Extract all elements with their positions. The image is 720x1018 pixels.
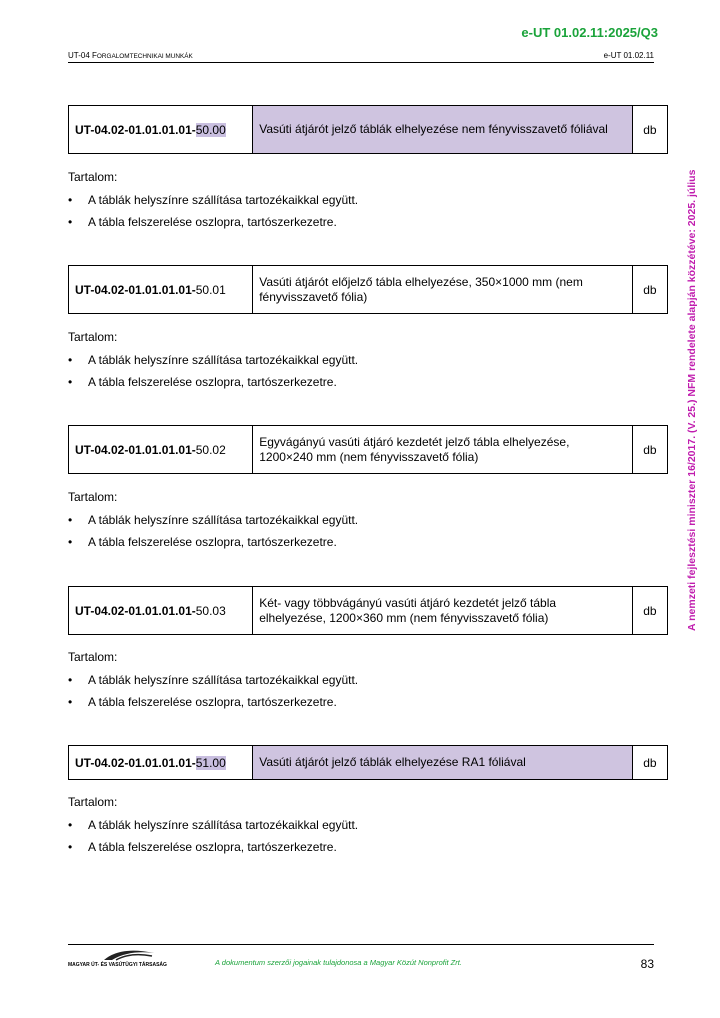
content-label: Tartalom: [68,330,118,344]
item-table [68,745,668,780]
item-content [68,170,358,237]
item-content [68,650,358,717]
header-section-smallcaps: ORGALOMTECHNIKAI MUNKÁK [96,53,193,60]
logo-text: MAGYAR ÚT- ÉS VASÚTÜGYI TÁRSASÁG [68,962,167,968]
item-content [68,330,358,397]
item-table [68,586,668,635]
list-item: • A tábla felszerelése oszlopra, tartószerkezetre. [68,535,358,549]
header-divider [68,62,654,63]
item-unit: db [632,266,667,314]
item-description: Vasúti átjárót előjelző tábla elhelyezése, 350×1000 mm (nem fényvisszavető fólia) [253,266,633,314]
item-code-prefix: UT-04.02-01.01.01.01- [75,442,196,457]
content-list [68,513,358,549]
item-table [68,265,668,314]
item-description: Két- vagy többvágányú vasúti átjáró kezdetét jelző tábla elhelyezése, 1200×360 mm (nem fényvisszavető fólia) [253,587,633,635]
item-code [69,587,253,635]
item-unit: db [632,587,667,635]
content-label: Tartalom: [68,650,118,664]
item-description: Egyvágányú vasúti átjáró kezdetét jelző tábla elhelyezése, 1200×240 mm (nem fényvisszavető fólia) [253,426,633,474]
item-unit: db [632,106,667,154]
item-content [68,795,358,862]
list-item: • A táblák helyszínre szállítása tartozékaikkal együtt. [68,353,358,367]
footer-divider [68,944,654,945]
list-item: • A táblák helyszínre szállítása tartozékaikkal együtt. [68,193,358,207]
content-list [68,193,358,229]
item-code-suffix: 50.03 [195,603,226,618]
side-publication-note: A nemzeti fejlesztési miniszter 16/2017. (V. 25.) NFM rendelete alapján közzétéve: 2025. július [686,169,698,631]
item-code-prefix: UT-04.02-01.01.01.01- [75,755,196,770]
item-code-suffix: 50.00 [195,122,226,137]
item-unit: db [632,746,667,780]
list-item: • A táblák helyszínre szállítása tartozékaikkal együtt. [68,818,358,832]
item-code-suffix: 51.00 [195,755,226,770]
content-label: Tartalom: [68,490,118,504]
item-table [68,105,668,154]
item-code [69,426,253,474]
footer-copyright: A dokumentum szerzői jogainak tulajdonosa a Magyar Közút Nonprofit Zrt. [215,958,462,967]
item-unit: db [632,426,667,474]
list-item: • A tábla felszerelése oszlopra, tartószerkezetre. [68,840,358,854]
item-code-prefix: UT-04.02-01.01.01.01- [75,282,196,297]
list-item: • A tábla felszerelése oszlopra, tartószerkezetre. [68,695,358,709]
list-item: • A tábla felszerelése oszlopra, tartószerkezetre. [68,375,358,389]
item-code-suffix: 50.02 [195,442,226,457]
content-list [68,673,358,709]
item-code-suffix: 50.01 [195,282,226,297]
header-doc-ref: e-UT 01.02.11 [603,51,654,60]
item-code [69,106,253,154]
item-table [68,425,668,474]
document-id: e-UT 01.02.11:2025/Q3 [521,25,658,40]
item-code-prefix: UT-04.02-01.01.01.01- [75,122,196,137]
page-number: 83 [640,957,654,971]
header-section-title [68,51,193,60]
header-section-prefix: UT-04 F [68,51,97,60]
list-item: • A táblák helyszínre szállítása tartozékaikkal együtt. [68,673,358,687]
item-content [68,490,358,557]
swoosh-logo-icon [102,948,156,962]
item-description: Vasúti átjárót jelző táblák elhelyezése RA1 fóliával [253,746,633,780]
content-label: Tartalom: [68,795,118,809]
item-code-prefix: UT-04.02-01.01.01.01- [75,603,196,618]
content-label: Tartalom: [68,170,118,184]
list-item: • A táblák helyszínre szállítása tartozékaikkal együtt. [68,513,358,527]
item-code [69,746,253,780]
item-code [69,266,253,314]
content-list [68,818,358,854]
list-item: • A tábla felszerelése oszlopra, tartószerkezetre. [68,215,358,229]
footer-logo [68,948,167,972]
content-list [68,353,358,389]
item-description: Vasúti átjárót jelző táblák elhelyezése nem fényvisszavető fóliával [253,106,633,154]
